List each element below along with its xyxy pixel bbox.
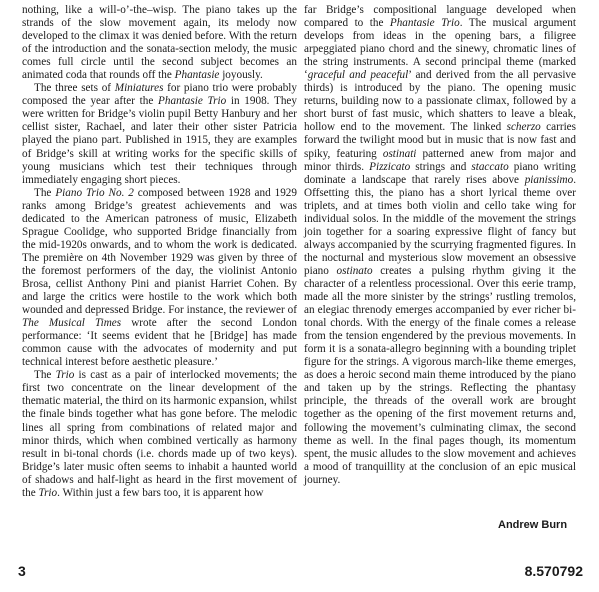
page-number: 3 [18, 563, 26, 579]
left-column [22, 4, 297, 500]
paragraph: far Bridge’s compositional language developed when compared to the Phantasie Trio. The musical argument develops from ideas in the opening bars, a filigree arpeggiated piano chord and the sinewy, chromatic lines of the string instruments. A second principal theme (marked ‘graceful and peaceful’ and derived from the all pervasive thirds) is introduced by the piano. The opening music returns, building now to a passionate climax, followed by a short burst of fast music, which shatters to leave a bleak, hollow end to the movement. The linked scherzo carries forward the twilight mood but in music that is now fast and spiky, featuring ostinati patterned anew from major and minor thirds. Pizzicato strings and staccato piano writing dominate a landscape that rarely rises above pianissimo. Offsetting this, the piano has a short lyrical theme over triplets, and at times both violin and cello take wing for individual solos. In the middle of the movement the strings join together for a soaring expressive flight of fancy but always accompanied by the scurrying fragmented figures. In the nocturnal and mysterious slow movement an obsessive piano ostinato creates a pulsing rhythm giving it the character of a relentless processional. Over this eerie tramp, made all the more sinister by the strings’ rustling tremolos, an elegiac threnody emerges accompanied by ever richer bi-tonal chords. With the energy of the finale comes a release from the tension engendered by the previous movements. In form it is a sonata-allegro beginning with a bounding triplet figure for the strings. A vigorous march-like theme emerges, as does a heroic second main theme introduced by the piano and taken up by the strings. Reflecting the phantasy principle, the threads of the overall work are brought together as the opening of the first movement returns and, following the movement’s culminating climax, the second theme as well. In the final pages though, its momentum spent, the music alludes to the slow movement and achieves a mood of tranquillity at the conclusion of an epic musical journey. [304, 4, 576, 486]
author-name: Andrew Burn [498, 519, 568, 531]
right-column [304, 4, 576, 487]
paragraph: The Piano Trio No. 2 composed between 1928 and 1929 ranks among Bridge’s greatest achievements and was dedicated to the American patroness of music, Elizabeth Sprague Coolidge, who supported Bridge financially from the mid-1920s onwards, and to whom the work is dedicated. The première on 4th November 1929 was given by three of the foremost performers of the day, the violinist Antonio Brosa, cellist Anthony Pini and pianist Harriet Cohen. By and large the critics were hostile to the work which both wounded and depressed Bridge. For instance, the reviewer of The Musical Times wrote after the second London performance: ‘It seems evident that he [Bridge] has made common cause with the advocates of modernity and put technical interest before aesthetic pleasure.’ [22, 186, 298, 369]
catalogue-number: 8.570792 [524, 563, 583, 579]
paragraph: The three sets of Miniatures for piano trio were probably composed the year after the Phantasie Trio in 1908. They were written for Bridge’s violin pupil Betty Hanbury and her cellist sister, Rachael, and later their other sister Patricia played the piano part. Published in 1915, they are examples of Bridge’s skill at writing works for the specific skills of young musicians which test their techniques through immediately engaging short pieces. [22, 82, 297, 186]
paragraph: The Trio is cast as a pair of interlocked movements; the first two concentrate on the linear development of the thematic material, the third on its harmonic expansion, whilst the finale binds together what has gone before. The melodic lines all spring from combinations of related major and minor thirds, which when combined vertically as harmony result in bi-tonal chords (i.e. chords made up of two keys). Bridge’s later music often seems to inhabit a haunted world of shadows and half-light as heard in the first movement of the Trio. Within just a few bars too, it is apparent how [22, 369, 297, 499]
paragraph: nothing, like a will-o’-the–wisp. The piano takes up the strands of the slow movement again, its melody now developed to the climax it was denied before. With the return of the introduction and the sonata-section melody, the music comes full circle until the second subject becomes an animated coda that rounds off the Phantasie joyously. [22, 4, 297, 82]
